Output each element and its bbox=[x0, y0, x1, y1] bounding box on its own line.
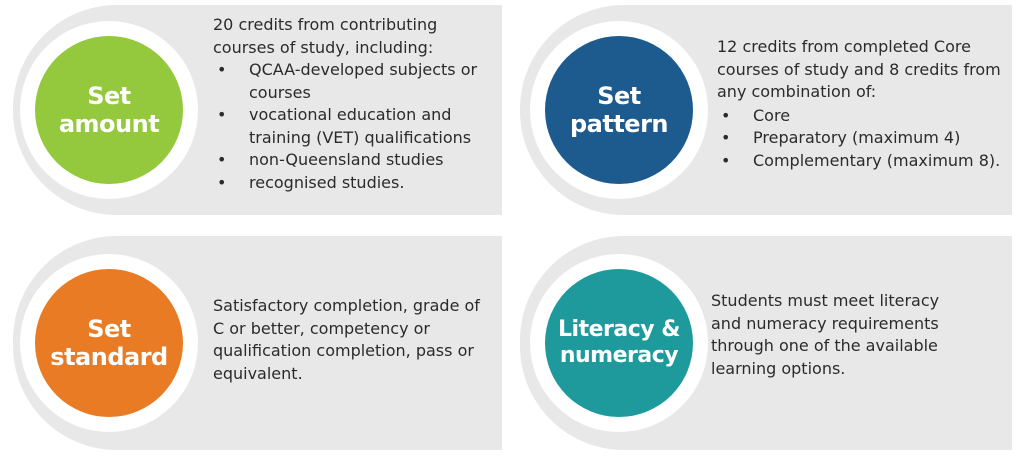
set-standard-circle bbox=[35, 269, 183, 417]
set-pattern-list bbox=[717, 105, 1007, 173]
list-item: • non-Queensland studies bbox=[213, 149, 498, 172]
list-item: • Core bbox=[717, 105, 1007, 128]
set-pattern-intro: 12 credits from completed Core courses of study and 8 credits from any combination of: bbox=[717, 37, 1001, 101]
set-standard-text bbox=[213, 295, 483, 385]
set-amount-circle bbox=[35, 36, 183, 184]
set-amount-text bbox=[213, 14, 498, 194]
set-standard-label: Set standard bbox=[50, 314, 168, 371]
literacy-numeracy-label: Literacy & numeracy bbox=[558, 317, 680, 368]
set-amount-intro: 20 credits from contributing courses of study, including: bbox=[213, 15, 438, 57]
list-item: • Complementary (maximum 8). bbox=[717, 150, 1007, 173]
set-pattern-circle bbox=[545, 36, 693, 184]
list-item: • QCAA-developed subjects or courses bbox=[213, 59, 498, 104]
list-item: • recognised studies. bbox=[213, 172, 498, 195]
set-amount-label: Set amount bbox=[58, 81, 160, 138]
set-pattern-text bbox=[717, 36, 1007, 172]
literacy-numeracy-circle bbox=[545, 269, 693, 417]
literacy-numeracy-body: Students must meet literacy and numeracy requirements through one of the available learning options. bbox=[711, 291, 940, 378]
list-item: • Preparatory (maximum 4) bbox=[717, 127, 1007, 150]
set-pattern-label: Set pattern bbox=[569, 81, 669, 138]
literacy-numeracy-text bbox=[711, 290, 961, 380]
set-amount-list bbox=[213, 59, 498, 194]
set-standard-body: Satisfactory completion, grade of C or better, competency or qualification completion, pass or equivalent. bbox=[213, 296, 480, 383]
list-item: • vocational education and training (VET) qualifications bbox=[213, 104, 498, 149]
